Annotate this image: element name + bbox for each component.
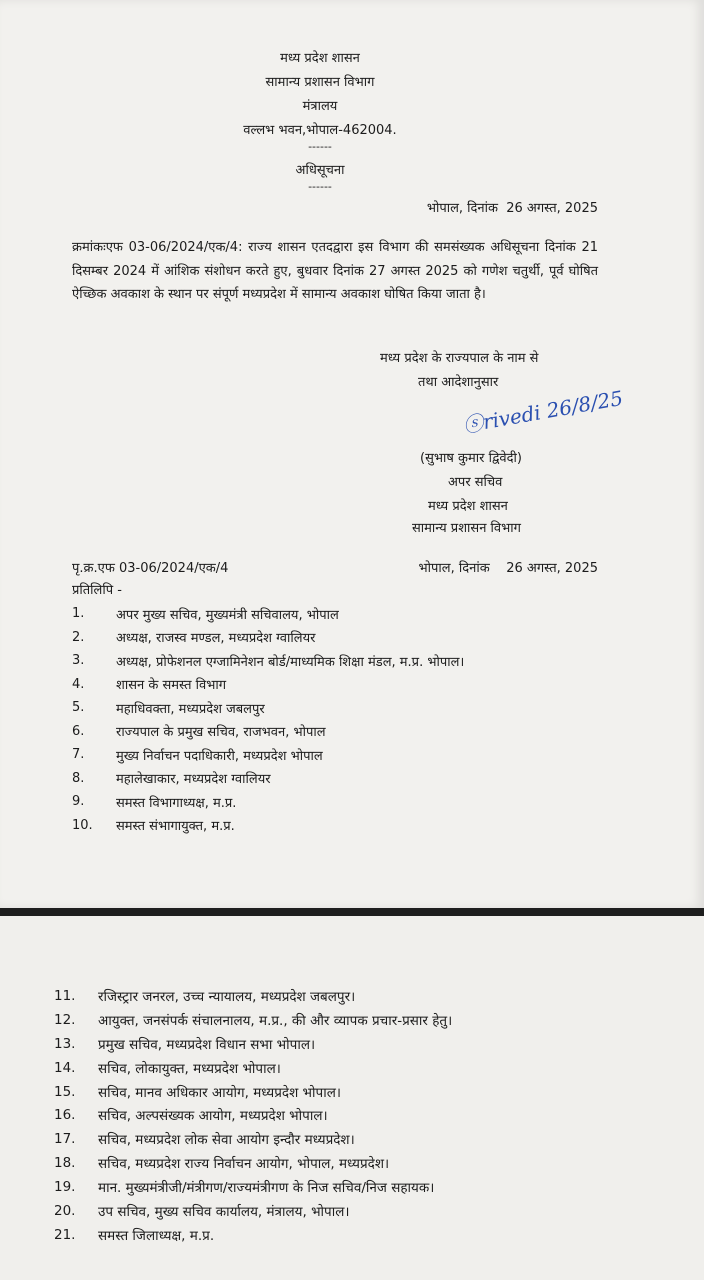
list-item: [72, 814, 632, 838]
list-text: अध्यक्ष, प्रोफेशनल एग्जामिनेशन बोर्ड/माध्यमिक शिक्षा मंडल, म.प्र. भोपाल।: [116, 654, 465, 670]
header-govt: मध्य प्रदेश शासन: [280, 51, 360, 66]
list-item: [54, 1103, 674, 1127]
list-number: 17.: [54, 1131, 76, 1148]
list-number: 2.: [72, 629, 85, 645]
list-number: 12.: [54, 1011, 76, 1028]
list-item: [54, 1056, 674, 1080]
list-text: समस्त विभागाध्यक्ष, म.प्र.: [116, 795, 237, 811]
list-number: 19.: [54, 1179, 76, 1196]
list-text: मुख्य निर्वाचन पदाधिकारी, मध्यप्रदेश भोपाल: [116, 748, 323, 764]
list-number: 8.: [72, 770, 85, 786]
list-number: 15.: [54, 1083, 76, 1100]
list-item: [72, 626, 632, 650]
list-text: मान. मुख्यमंत्रीजी/मंत्रीगण/राज्यमंत्रीगण के निज सचिव/निज सहायक।: [98, 1180, 435, 1197]
endorsement-date: भोपाल, दिनांक 26 अगस्त, 2025: [418, 561, 598, 576]
signatory-govt: मध्य प्रदेश शासन: [428, 499, 508, 514]
list-item: [72, 790, 632, 814]
list-number: 3.: [72, 653, 85, 669]
list-text: रजिस्ट्रार जनरल, उच्च न्यायालय, मध्यप्रदेश जबलपुर।: [98, 988, 356, 1005]
header-dept: सामान्य प्रशासन विभाग: [265, 75, 375, 90]
list-text: प्रमुख सचिव, मध्यप्रदेश विधान सभा भोपाल।: [98, 1036, 316, 1053]
notification-title: अधिसूचना: [295, 163, 345, 178]
page-separator: [0, 908, 704, 916]
notification-date: भोपाल, दिनांक 26 अगस्त, 2025: [426, 201, 598, 216]
list-text: उप सचिव, मुख्य सचिव कार्यालय, मंत्रालय, भोपाल।: [98, 1203, 350, 1220]
list-number: 16.: [54, 1107, 76, 1124]
list-text: महालेखाकार, मध्यप्रदेश ग्वालियर: [116, 772, 271, 788]
list-number: 14.: [54, 1059, 76, 1076]
list-number: 4.: [72, 676, 85, 692]
list-item: [72, 696, 632, 720]
list-item: [72, 720, 632, 744]
header-dash-1: ------: [308, 140, 332, 153]
list-text: महाधिवक्ता, मध्यप्रदेश जबलपुर: [116, 701, 265, 717]
signatory-name: (सुभाष कुमार द्विवेदी): [420, 451, 522, 466]
list-number: 5.: [72, 700, 85, 716]
list-item: [72, 743, 632, 767]
notification-paragraph: क्रमांकःएफ 03-06/2024/एक/4: राज्य शासन एतदद्वारा इस विभाग की समसंख्यक अधिसूचना दिनांक 21 दिसम्बर 2024 में आंशिक संशोधन करते हुए, बुधवार दिनांक 27 अगस्त 2025 को गणेश चतुर्थी, पूर्व घोषित ऐच्छिक अवकाश के स्थान पर संपूर्ण मध्यप्रदेश में सामान्य अवकाश घोषित किया जाता है।: [72, 240, 598, 302]
copy-label: प्रतिलिपि -: [72, 583, 122, 598]
list-item: [54, 1223, 674, 1247]
list-text: समस्त जिलाध्यक्ष, म.प्र.: [98, 1227, 215, 1244]
copy-list-page-2: [54, 984, 674, 1247]
header-address: वल्लभ भवन,भोपाल-462004.: [243, 123, 397, 138]
endorsement-ref: पृ.क्र.एफ 03-06/2024/एक/4: [72, 561, 229, 576]
list-text: आयुक्त, जनसंपर्क संचालनालय, म.प्र., की और व्यापक प्रचार-प्रसार हेतु।: [98, 1012, 453, 1029]
list-item: [54, 1127, 674, 1151]
list-number: 10.: [72, 817, 93, 833]
list-item: [72, 673, 632, 697]
list-item: [54, 984, 674, 1008]
list-text: अपर मुख्य सचिव, मुख्यमंत्री सचिवालय, भोपाल: [116, 607, 339, 623]
list-number: 20.: [54, 1202, 76, 1219]
order-line-1: मध्य प्रदेश के राज्यपाल के नाम से: [380, 351, 539, 366]
list-item: [72, 602, 632, 626]
list-text: सचिव, अल्पसंख्यक आयोग, मध्यप्रदेश भोपाल।: [98, 1108, 328, 1125]
list-item: [72, 649, 632, 673]
list-item: [72, 767, 632, 791]
list-text: सचिव, मध्यप्रदेश राज्य निर्वाचन आयोग, भोपाल, मध्यप्रदेश।: [98, 1156, 390, 1173]
list-text: अध्यक्ष, राजस्व मण्डल, मध्यप्रदेश ग्वालियर: [116, 631, 316, 647]
list-number: 11.: [54, 987, 76, 1004]
signatory-dept: सामान्य प्रशासन विभाग: [412, 521, 521, 536]
order-line-2: तथा आदेशानुसार: [418, 375, 499, 390]
list-item: [54, 1175, 674, 1199]
list-item: [54, 1008, 674, 1032]
list-number: 18.: [54, 1155, 76, 1172]
list-item: [54, 1032, 674, 1056]
list-text: सचिव, मानव अधिकार आयोग, मध्यप्रदेश भोपाल।: [98, 1084, 341, 1101]
header-dash-2: ------: [308, 180, 332, 193]
list-number: 13.: [54, 1035, 76, 1052]
list-item: [54, 1151, 674, 1175]
list-number: 6.: [72, 723, 85, 739]
copy-list-page-1: [72, 602, 632, 837]
list-item: [54, 1080, 674, 1104]
list-number: 9.: [72, 794, 85, 810]
list-number: 7.: [72, 747, 85, 763]
signature-text: ⓢrivedi 26/8/25: [461, 385, 625, 438]
list-text: समस्त संभागायुक्त, म.प्र.: [116, 819, 235, 835]
header-ministry: मंत्रालय: [302, 99, 338, 114]
list-text: सचिव, मध्यप्रदेश लोक सेवा आयोग इन्दौर मध्यप्रदेश।: [98, 1132, 355, 1149]
list-text: राज्यपाल के प्रमुख सचिव, राजभवन, भोपाल: [116, 725, 326, 741]
list-text: सचिव, लोकायुक्त, मध्यप्रदेश भोपाल।: [98, 1060, 281, 1077]
list-text: शासन के समस्त विभाग: [116, 678, 227, 694]
list-item: [54, 1199, 674, 1223]
signatory-designation: अपर सचिव: [448, 475, 503, 490]
list-number: 21.: [54, 1226, 76, 1243]
list-number: 1.: [72, 606, 85, 622]
handwritten-signature: [461, 385, 625, 450]
